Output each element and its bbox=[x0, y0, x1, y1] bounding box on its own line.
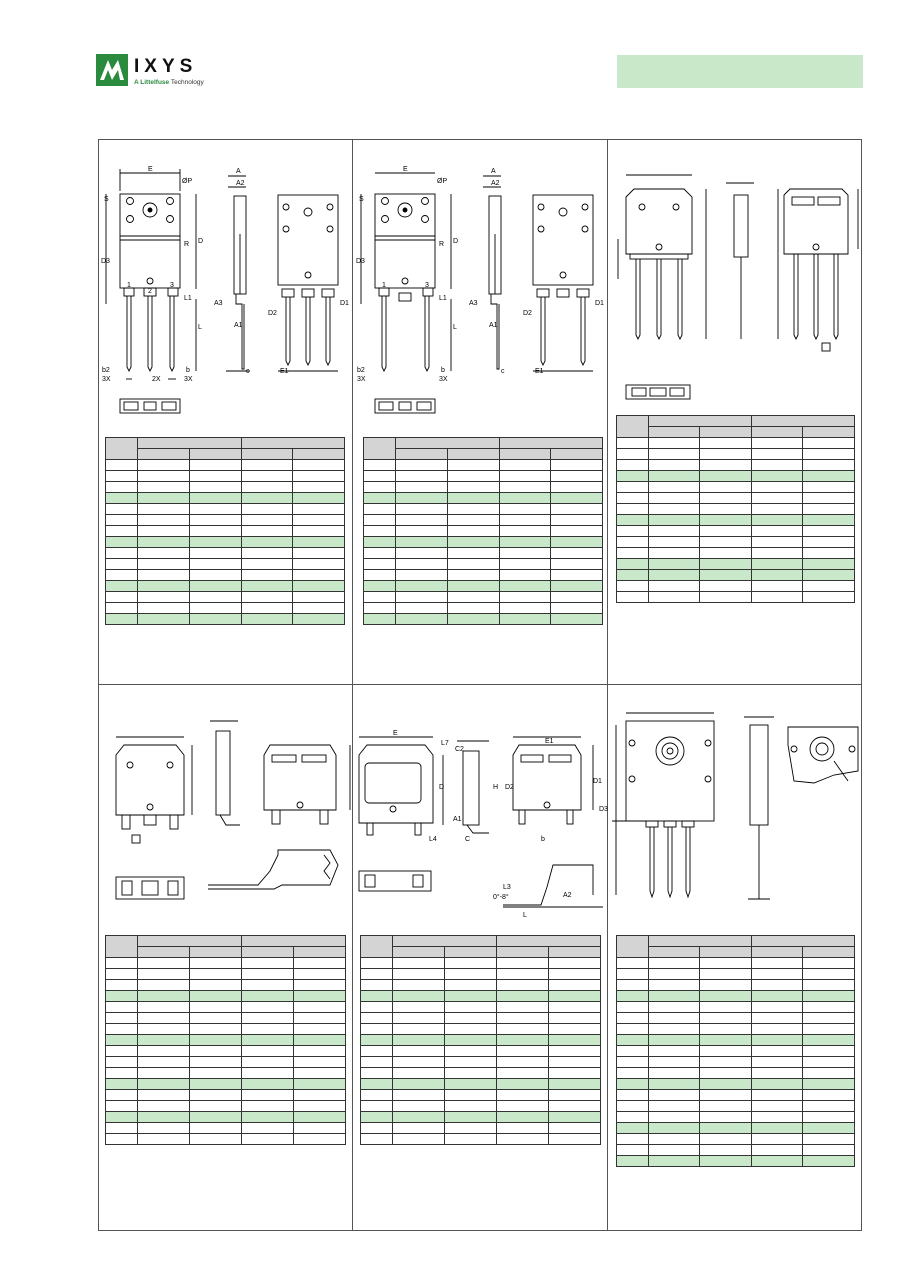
table-row bbox=[106, 1035, 346, 1046]
table-header-row bbox=[364, 449, 603, 460]
svg-text:D1: D1 bbox=[595, 300, 604, 307]
table-row bbox=[106, 515, 345, 526]
svg-text:E: E bbox=[403, 166, 408, 173]
svg-text:S: S bbox=[359, 196, 364, 203]
table-row bbox=[364, 559, 603, 570]
table-row bbox=[617, 1046, 855, 1057]
table-row bbox=[106, 559, 345, 570]
table-row bbox=[617, 537, 855, 548]
svg-text:L3: L3 bbox=[503, 884, 511, 891]
table-row bbox=[617, 1090, 855, 1101]
table-header-row bbox=[617, 416, 855, 427]
svg-text:3: 3 bbox=[425, 282, 429, 289]
table-row bbox=[617, 1057, 855, 1068]
svg-text:E1: E1 bbox=[545, 738, 554, 745]
table-row bbox=[106, 504, 345, 515]
svg-text:3X: 3X bbox=[357, 376, 366, 383]
svg-text:c: c bbox=[246, 368, 250, 375]
table-row bbox=[617, 570, 855, 581]
table-row bbox=[617, 559, 855, 570]
table-row bbox=[106, 614, 345, 625]
svg-text:L4: L4 bbox=[429, 836, 437, 843]
table-row bbox=[106, 460, 345, 471]
svg-text:L1: L1 bbox=[439, 295, 447, 302]
svg-text:A2: A2 bbox=[236, 180, 245, 187]
table-row bbox=[361, 991, 601, 1002]
table-row bbox=[361, 1035, 601, 1046]
dimension-table-5 bbox=[360, 935, 601, 1145]
svg-text:b: b bbox=[186, 367, 190, 374]
table-row bbox=[617, 1112, 855, 1123]
table-header-row bbox=[364, 438, 603, 449]
table-row bbox=[617, 471, 855, 482]
table-row bbox=[106, 493, 345, 504]
svg-text:L: L bbox=[198, 324, 202, 331]
panel6-drawing bbox=[608, 685, 862, 925]
svg-text:D2: D2 bbox=[523, 310, 532, 317]
svg-text:1: 1 bbox=[382, 282, 386, 289]
svg-text:E1: E1 bbox=[280, 368, 289, 375]
svg-text:c: c bbox=[501, 368, 505, 375]
table-row bbox=[617, 504, 855, 515]
panel4-drawing bbox=[98, 685, 352, 925]
svg-text:A1: A1 bbox=[234, 322, 243, 329]
dimension-table-1 bbox=[105, 437, 345, 625]
table-row bbox=[364, 504, 603, 515]
table-row bbox=[106, 603, 345, 614]
table-row bbox=[364, 614, 603, 625]
table-row bbox=[106, 1112, 346, 1123]
table-header-row bbox=[617, 936, 855, 947]
table-row bbox=[364, 460, 603, 471]
table-header-row bbox=[106, 449, 345, 460]
brand-tagline: A Littelfuse Technology bbox=[134, 79, 204, 86]
svg-text:3X: 3X bbox=[102, 376, 111, 383]
svg-text:E: E bbox=[148, 166, 153, 173]
table-row bbox=[106, 570, 345, 581]
svg-text:b: b bbox=[441, 367, 445, 374]
svg-text:b: b bbox=[541, 836, 545, 843]
table-header-row bbox=[106, 936, 346, 947]
svg-text:A1: A1 bbox=[453, 816, 462, 823]
panel3-drawing bbox=[608, 139, 862, 419]
svg-text:D3: D3 bbox=[101, 258, 110, 265]
svg-text:2: 2 bbox=[148, 288, 152, 295]
dimension-table-3 bbox=[616, 415, 855, 603]
svg-text:R: R bbox=[439, 241, 445, 248]
table-row bbox=[617, 1101, 855, 1112]
svg-text:3: 3 bbox=[170, 282, 174, 289]
svg-text:b2: b2 bbox=[102, 367, 110, 374]
svg-text:ØP: ØP bbox=[182, 178, 193, 185]
svg-text:L1: L1 bbox=[184, 295, 192, 302]
svg-text:b2: b2 bbox=[357, 367, 365, 374]
table-row bbox=[361, 980, 601, 991]
table-row bbox=[361, 1046, 601, 1057]
table-row bbox=[364, 581, 603, 592]
svg-text:3X: 3X bbox=[184, 376, 193, 383]
table-row bbox=[106, 1046, 346, 1057]
table-row bbox=[106, 1013, 346, 1024]
svg-text:D2: D2 bbox=[505, 784, 514, 791]
table-row bbox=[361, 1123, 601, 1134]
table-row bbox=[106, 1101, 346, 1112]
table-row bbox=[106, 537, 345, 548]
svg-text:3X: 3X bbox=[439, 376, 448, 383]
table-row bbox=[617, 1134, 855, 1145]
table-row bbox=[364, 482, 603, 493]
svg-text:D: D bbox=[198, 238, 204, 245]
table-row bbox=[617, 969, 855, 980]
svg-text:C2: C2 bbox=[455, 746, 464, 753]
table-row bbox=[364, 515, 603, 526]
table-row bbox=[617, 482, 855, 493]
table-row bbox=[364, 493, 603, 504]
table-row bbox=[361, 969, 601, 980]
svg-text:D: D bbox=[439, 784, 445, 791]
table-row bbox=[361, 1090, 601, 1101]
table-row bbox=[361, 1134, 601, 1145]
table-row bbox=[106, 980, 346, 991]
svg-text:A: A bbox=[236, 168, 241, 175]
table-row bbox=[617, 581, 855, 592]
table-row bbox=[106, 592, 345, 603]
table-row bbox=[106, 1002, 346, 1013]
table-header-row bbox=[617, 947, 855, 958]
table-row bbox=[617, 1013, 855, 1024]
table-row bbox=[106, 1024, 346, 1035]
table-row bbox=[617, 493, 855, 504]
brand-name: IXYS bbox=[134, 56, 198, 77]
svg-text:L: L bbox=[453, 324, 457, 331]
table-row bbox=[106, 1090, 346, 1101]
panel2-drawing bbox=[353, 139, 607, 429]
table-row bbox=[106, 548, 345, 559]
panel5-drawing bbox=[353, 685, 607, 925]
table-row bbox=[106, 1068, 346, 1079]
table-row bbox=[106, 581, 345, 592]
svg-text:D3: D3 bbox=[599, 806, 608, 813]
table-row bbox=[361, 1002, 601, 1013]
svg-text:D2: D2 bbox=[268, 310, 277, 317]
table-row bbox=[617, 958, 855, 969]
table-row bbox=[617, 515, 855, 526]
svg-text:L7: L7 bbox=[441, 740, 449, 747]
table-row bbox=[361, 1057, 601, 1068]
svg-text:C: C bbox=[465, 836, 471, 843]
table-row bbox=[364, 526, 603, 537]
table-header-row bbox=[106, 438, 345, 449]
table-row bbox=[106, 1057, 346, 1068]
svg-text:H: H bbox=[493, 784, 499, 791]
table-row bbox=[617, 1145, 855, 1156]
table-row bbox=[106, 969, 346, 980]
table-header-row bbox=[361, 947, 601, 958]
svg-text:A: A bbox=[491, 168, 496, 175]
title-box bbox=[617, 55, 863, 88]
table-row bbox=[106, 482, 345, 493]
svg-text:S: S bbox=[104, 196, 109, 203]
table-row bbox=[617, 460, 855, 471]
svg-text:E1: E1 bbox=[535, 368, 544, 375]
table-row bbox=[617, 449, 855, 460]
table-row bbox=[361, 1112, 601, 1123]
dimension-table-2 bbox=[363, 437, 603, 625]
svg-text:D1: D1 bbox=[593, 778, 602, 785]
table-row bbox=[617, 1068, 855, 1079]
svg-text:0°-8°: 0°-8° bbox=[493, 894, 509, 901]
svg-text:L: L bbox=[523, 912, 527, 919]
table-row bbox=[364, 471, 603, 482]
table-row bbox=[364, 603, 603, 614]
table-row bbox=[361, 1013, 601, 1024]
svg-text:R: R bbox=[184, 241, 190, 248]
svg-text:A3: A3 bbox=[469, 300, 478, 307]
panel1-drawing bbox=[98, 139, 352, 429]
table-header-row bbox=[106, 947, 346, 958]
table-row bbox=[364, 592, 603, 603]
table-row bbox=[364, 537, 603, 548]
table-row bbox=[617, 548, 855, 559]
dimension-table-4 bbox=[105, 935, 346, 1145]
ixys-logo bbox=[96, 54, 216, 94]
table-row bbox=[361, 1024, 601, 1035]
table-row bbox=[106, 991, 346, 1002]
svg-text:E: E bbox=[393, 730, 398, 737]
svg-text:A2: A2 bbox=[491, 180, 500, 187]
table-row bbox=[617, 592, 855, 603]
svg-text:A2: A2 bbox=[563, 892, 572, 899]
table-row bbox=[361, 1079, 601, 1090]
table-row bbox=[617, 1123, 855, 1134]
svg-text:D3: D3 bbox=[356, 258, 365, 265]
table-row bbox=[106, 1079, 346, 1090]
table-row bbox=[617, 980, 855, 991]
table-row bbox=[617, 991, 855, 1002]
table-row bbox=[106, 526, 345, 537]
table-row bbox=[617, 1156, 855, 1167]
table-row bbox=[364, 548, 603, 559]
table-row bbox=[617, 1024, 855, 1035]
svg-text:A3: A3 bbox=[214, 300, 223, 307]
table-row bbox=[361, 958, 601, 969]
svg-text:A1: A1 bbox=[489, 322, 498, 329]
table-row bbox=[106, 1123, 346, 1134]
ixys-logo-icon bbox=[96, 54, 128, 86]
table-row bbox=[617, 526, 855, 537]
svg-text:2X: 2X bbox=[152, 376, 161, 383]
table-row bbox=[361, 1101, 601, 1112]
table-row bbox=[617, 1079, 855, 1090]
table-row bbox=[106, 471, 345, 482]
table-row bbox=[617, 1035, 855, 1046]
dimension-table-6 bbox=[616, 935, 855, 1167]
svg-text:D: D bbox=[453, 238, 459, 245]
table-row bbox=[106, 1134, 346, 1145]
table-row bbox=[361, 1068, 601, 1079]
table-row bbox=[364, 570, 603, 581]
table-row bbox=[106, 958, 346, 969]
table-row bbox=[617, 1002, 855, 1013]
svg-text:ØP: ØP bbox=[437, 178, 448, 185]
table-header-row bbox=[361, 936, 601, 947]
table-row bbox=[617, 438, 855, 449]
table-header-row bbox=[617, 427, 855, 438]
svg-text:D1: D1 bbox=[340, 300, 349, 307]
svg-text:1: 1 bbox=[127, 282, 131, 289]
